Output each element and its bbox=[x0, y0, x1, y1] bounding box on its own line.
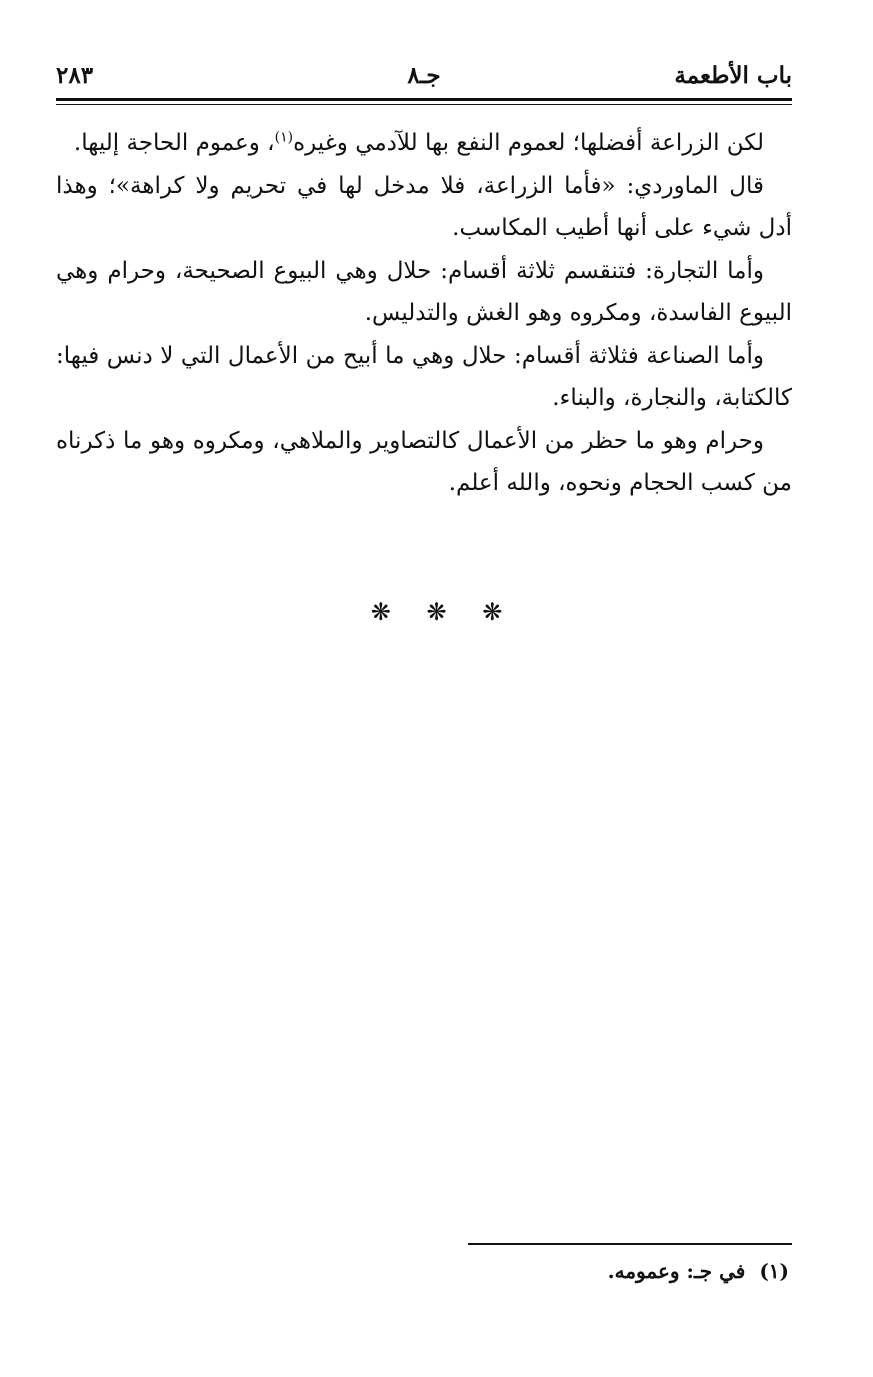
star-ornament: ❋ bbox=[482, 598, 503, 626]
star-ornament: ❋ bbox=[426, 598, 447, 626]
footnote bbox=[608, 1256, 789, 1286]
header-rule-thick bbox=[56, 98, 792, 101]
section-separator bbox=[0, 598, 873, 626]
main-text bbox=[56, 122, 792, 505]
paragraph-5: وحرام وهو ما حظر من الأعمال كالتصاوير والملاهي، ومكروه وهو ما ذكرناه من كسب الحجام ونحوه، والله أعلم. bbox=[56, 427, 792, 496]
footnote-divider bbox=[468, 1243, 792, 1245]
footnote-number: (١) bbox=[759, 1259, 789, 1283]
paragraph-2: قال الماوردي: «فأما الزراعة، فلا مدخل لها في تحريم ولا كراهة»؛ وهذا أدل شيء على أنها أطيب المكاسب. bbox=[56, 172, 792, 241]
header-rule-thin bbox=[56, 104, 792, 105]
paragraph-1 bbox=[56, 122, 792, 165]
chapter-title: باب الأطعمة bbox=[674, 62, 792, 89]
footnote-reference[interactable]: (١) bbox=[274, 129, 294, 146]
paragraph-3: وأما التجارة: فتنقسم ثلاثة أقسام: حلال وهي البيوع الصحيحة، وحرام وهي البيوع الفاسدة، ومكروه وهو الغش والتدليس. bbox=[56, 257, 792, 326]
paragraph-1-text-cont: ، وعموم الحاجة إليها. bbox=[73, 130, 275, 156]
volume-number: جـ٨ bbox=[407, 62, 441, 89]
footnote-text: في جـ: وعمومه. bbox=[607, 1259, 746, 1283]
paragraph-1-text: لكن الزراعة أفضلها؛ لعموم النفع بها للآدمي وغيره bbox=[293, 130, 764, 156]
star-ornament: ❋ bbox=[370, 598, 391, 626]
page-header bbox=[56, 58, 792, 94]
paragraph-4: وأما الصناعة فثلاثة أقسام: حلال وهي ما أبيح من الأعمال التي لا دنس فيها: كالكتابة، والنجارة، والبناء. bbox=[56, 342, 792, 411]
page-number: ٢٨٣ bbox=[56, 62, 94, 89]
